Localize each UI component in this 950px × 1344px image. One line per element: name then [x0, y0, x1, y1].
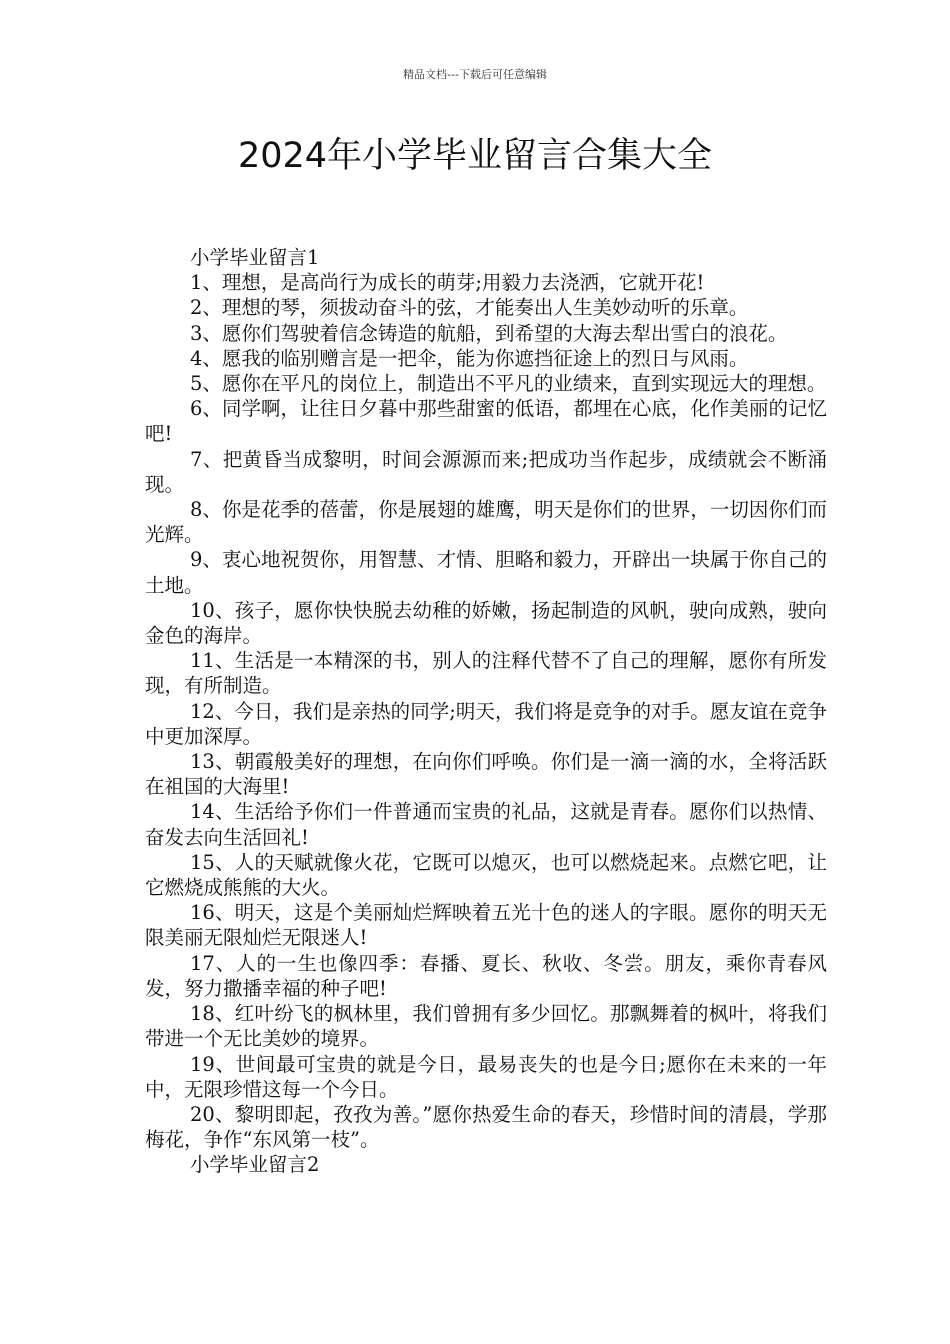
paragraph-11: 11、生活是一本精深的书，别人的注释代替不了自己的理解，愿你有所发现，有所制造。 [145, 649, 827, 698]
paragraph-1: 1、理想，是高尚行为成长的萌芽;用毅力去浇洒，它就开花! [190, 271, 705, 295]
page-title: 2024年小学毕业留言合集大全 [237, 136, 713, 176]
paragraph-15: 15、人的天赋就像火花，它既可以熄灭，也可以燃烧起来。点燃它吧，让它燃烧成熊熊的大火。 [145, 850, 827, 900]
paragraph-18: 18、红叶纷飞的枫林里，我们曾拥有多少回忆。那飘舞着的枫叶，将我们带进一个无比美妙的境界。 [145, 1002, 827, 1051]
paragraph-19: 19、世间最可宝贵的就是今日，最易丧失的也是今日;愿你在未来的一年中，无限珍惜这每一个今日。 [145, 1052, 827, 1101]
paragraph-9: 9、衷心地祝贺你，用智慧、才情、胆略和毅力，开辟出一块属于你自己的土地。 [145, 548, 827, 597]
paragraph-5: 5、愿你在平凡的岗位上，制造出不平凡的业绩来，直到实现远大的理想。 [190, 372, 827, 396]
paragraph-17: 17、人的一生也像四季：春播、夏长、秋收、冬尝。朋友，乘你青春风发，努力撒播幸福的种子吧! [145, 951, 827, 1000]
paragraph-16: 16、明天，这是个美丽灿烂辉映着五光十色的迷人的字眼。愿你的明天无限美丽无限灿烂无限迷人! [145, 901, 827, 950]
section-heading-1: 小学毕业留言1 [190, 246, 320, 269]
paragraph-4: 4、愿我的临别赠言是一把伞，能为你遮挡征途上的烈日与风雨。 [190, 346, 749, 370]
document-body [145, 245, 827, 1178]
paragraph-2: 2、理想的琴，须拔动奋斗的弦，才能奏出人生美妙动听的乐章。 [190, 296, 749, 320]
paragraph-7: 7、把黄昏当成黎明，时间会源源而来;把成功当作起步，成绩就会不断涌现。 [145, 447, 827, 496]
paragraph-14: 14、生活给予你们一件普通而宝贵的礼品，这就是青春。愿你们以热情、奋发去向生活回礼! [145, 800, 827, 849]
header-note: 精品文档---下载后可任意编辑 [403, 68, 547, 81]
section-heading-2: 小学毕业留言2 [190, 1153, 320, 1177]
paragraph-6: 6、同学啊，让往日夕暮中那些甜蜜的低语，都埋在心底，化作美丽的记忆吧! [145, 397, 827, 446]
paragraph-20: 20、黎明即起，孜孜为善。”愿你热爱生命的春天，珍惜时间的清晨，学那梅花，争作“东风第一枝”。 [145, 1102, 827, 1152]
paragraph-3: 3、愿你们驾驶着信念铸造的航船，到希望的大海去犁出雪白的浪花。 [190, 321, 788, 345]
paragraph-10: 10、孩子，愿你快快脱去幼稚的娇嫩，扬起制造的风帆，驶向成熟，驶向金色的海岸。 [145, 598, 827, 648]
paragraph-8: 8、你是花季的蓓蕾，你是展翅的雄鹰，明天是你们的世界，一切因你们而光辉。 [145, 498, 827, 547]
paragraph-12: 12、今日，我们是亲热的同学;明天，我们将是竞争的对手。愿友谊在竞争中更加深厚。 [145, 699, 827, 748]
paragraph-13: 13、朝霞般美好的理想，在向你们呼唤。你们是一滴一滴的水，全将活跃在祖国的大海里! [145, 750, 827, 799]
